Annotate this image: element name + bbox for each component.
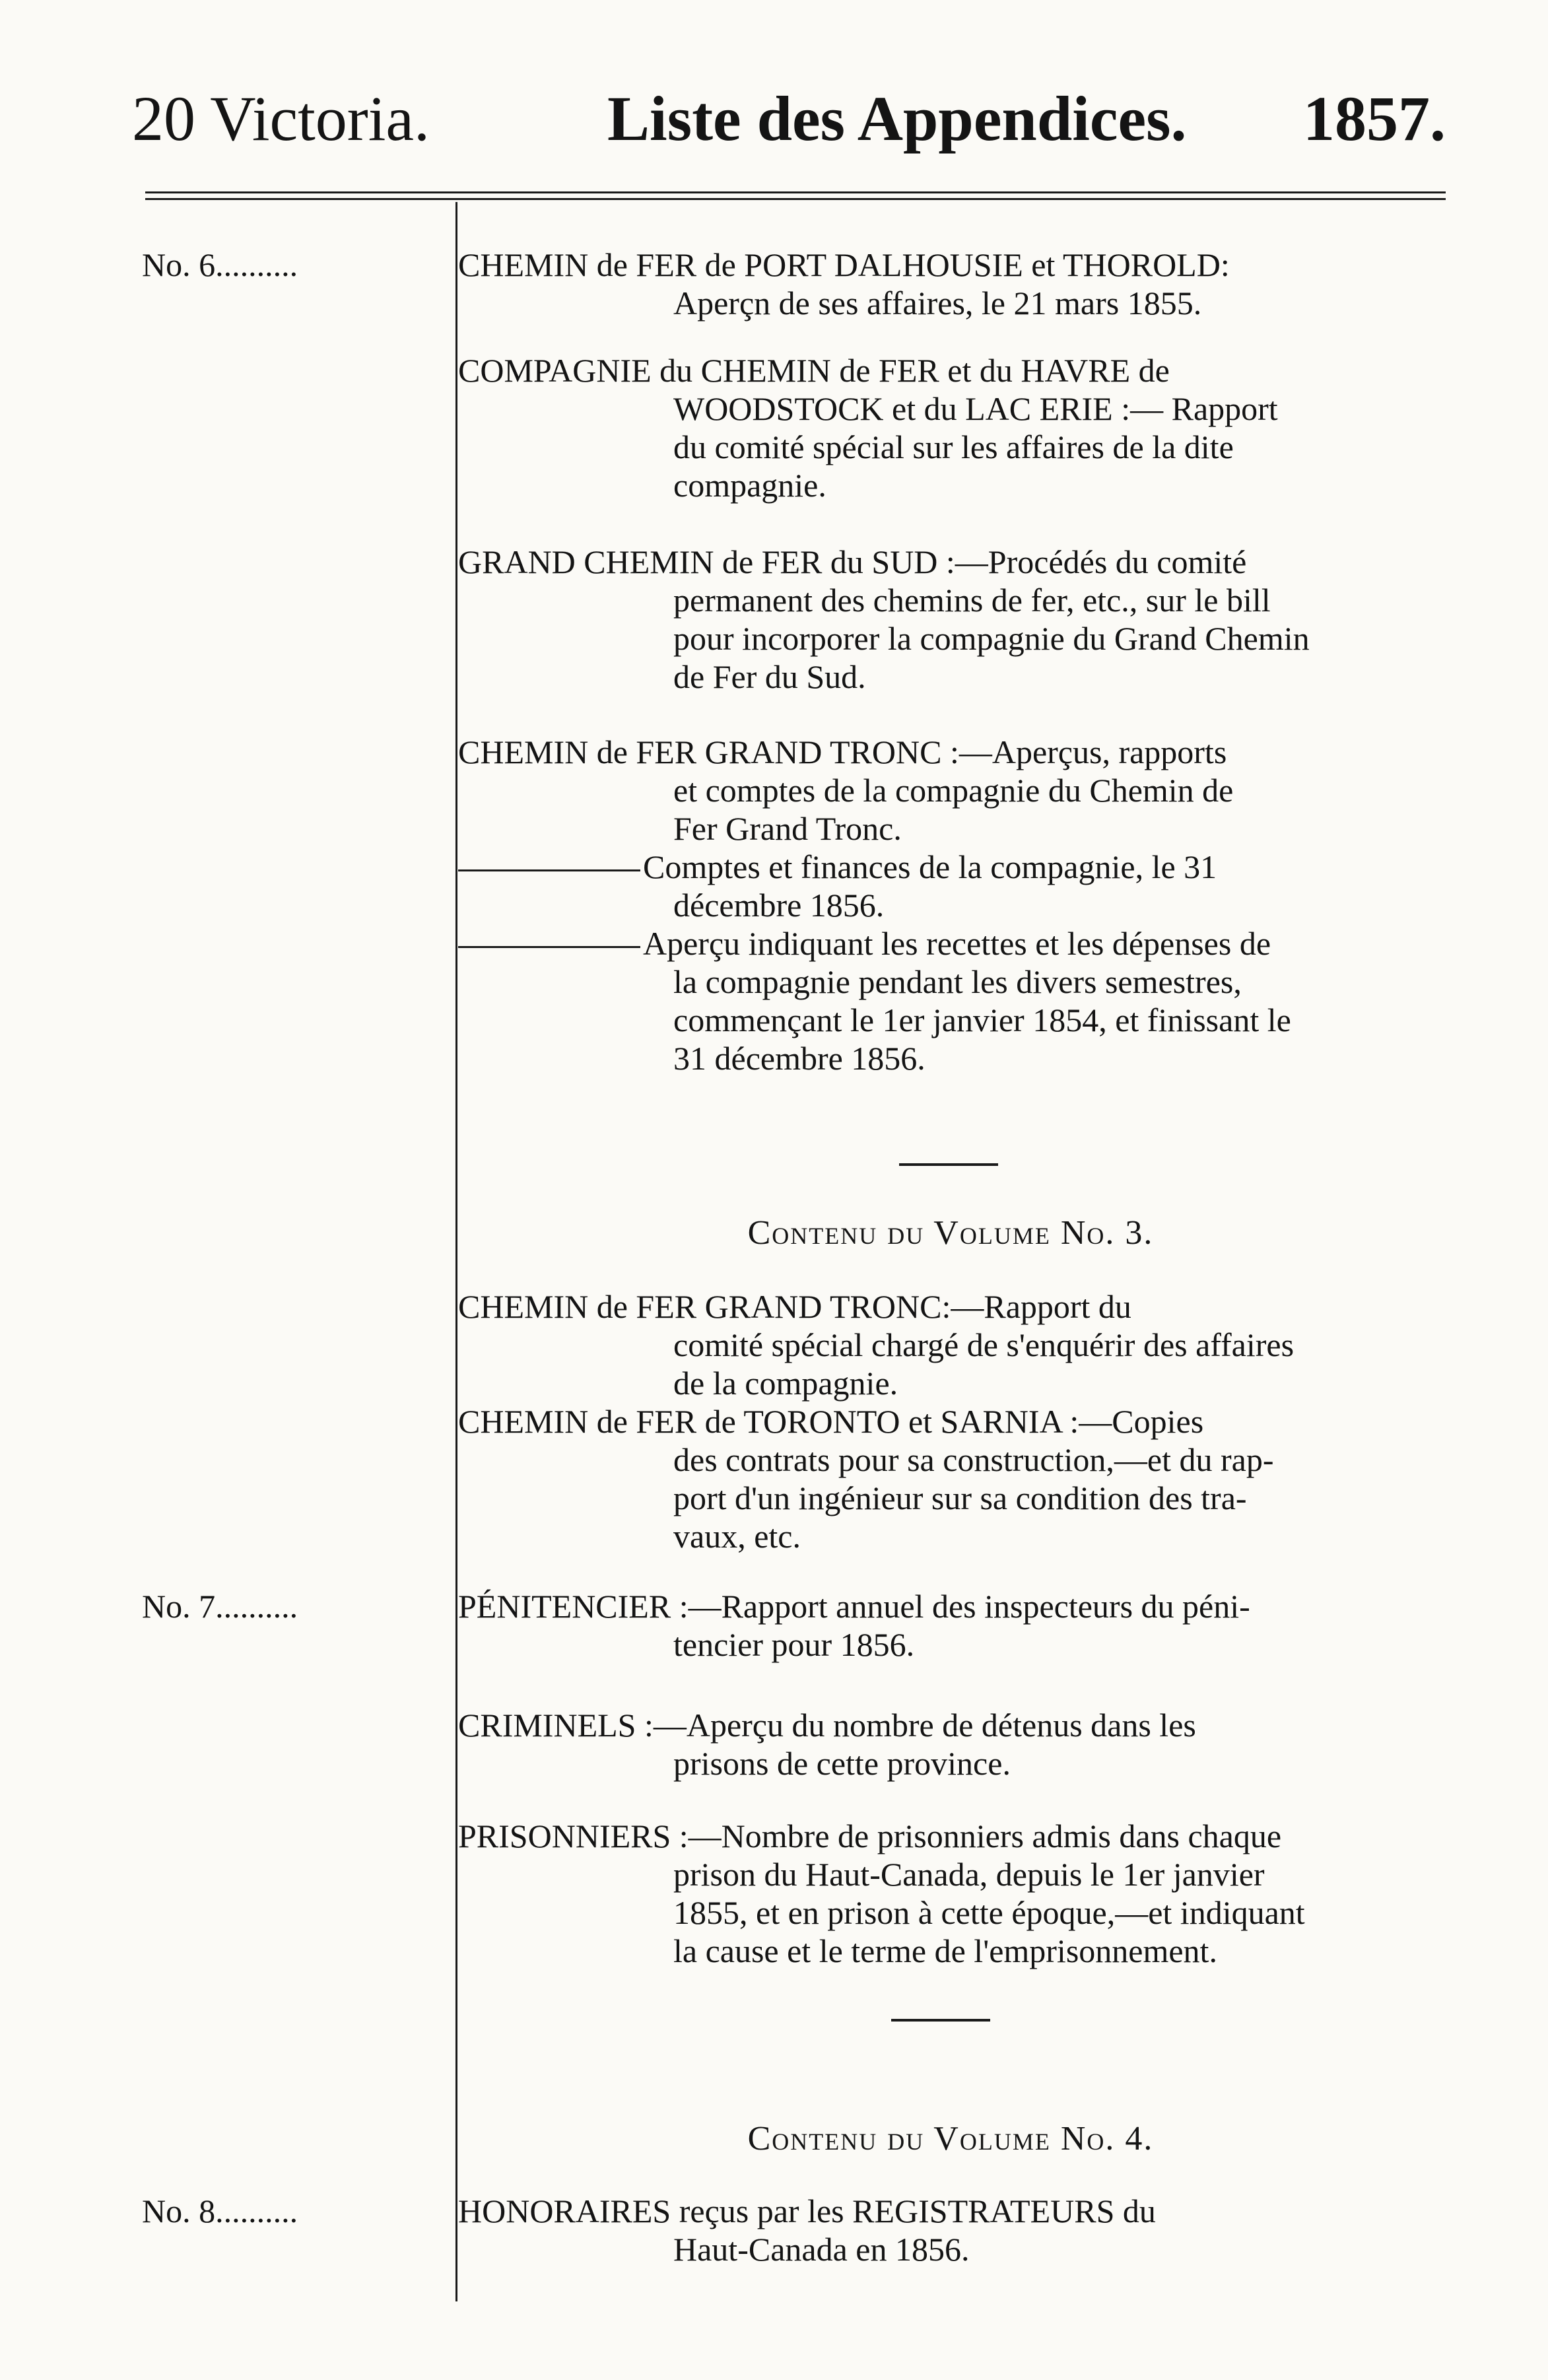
entry-line: décembre 1856. xyxy=(673,887,885,924)
entry-penitencier xyxy=(455,1587,1444,1664)
entry-line: compagnie. xyxy=(673,467,826,504)
entry-line: de Fer du Sud. xyxy=(673,658,866,695)
entry-line: du comité spécial sur les affaires de la dite xyxy=(673,428,1234,465)
entry-line: Aperçu indiquant les recettes et les dépenses de xyxy=(643,925,1271,962)
header-rule xyxy=(145,198,1446,200)
entry-grand-tronc-rapport xyxy=(455,1287,1444,1402)
header-session: 20 Victoria. xyxy=(132,83,430,154)
section-rule xyxy=(891,2019,990,2022)
entry-line: pour incorporer la compagnie du Grand Chemin xyxy=(673,620,1310,657)
header-rule xyxy=(145,191,1446,193)
entry-line: permanent des chemins de fer, etc., sur le bill xyxy=(673,582,1271,619)
entry-line: comité spécial chargé de s'enquérir des affaires xyxy=(673,1326,1295,1363)
entry-line: Haut-Canada en 1856. xyxy=(673,2231,970,2268)
entry-toronto-sarnia xyxy=(455,1402,1444,1555)
entry-line: port d'un ingénieur sur sa condition des tra- xyxy=(673,1479,1247,1516)
ditto-line xyxy=(455,848,1444,886)
entry-line: CHEMIN de FER de TORONTO et SARNIA :—Copies xyxy=(458,1403,1204,1440)
entry-line: PRISONNIERS :—Nombre de prisonniers admis dans chaque xyxy=(458,1818,1282,1854)
entry-criminels xyxy=(455,1706,1444,1783)
entry-line: la compagnie pendant les divers semestres, xyxy=(673,963,1242,1000)
section-heading-volume-3: Contenu du Volume No. 3. xyxy=(747,1214,1154,1252)
entry-line: CRIMINELS :—Aperçu du nombre de détenus dans les xyxy=(458,1707,1196,1744)
entry-grand-tronc xyxy=(455,733,1444,1077)
entry-line: PÉNITENCIER :—Rapport annuel des inspecteurs du péni- xyxy=(458,1588,1250,1625)
entry-line: tencier pour 1856. xyxy=(673,1626,915,1663)
entry-line: HONORAIRES reçus par les REGISTRATEURS du xyxy=(458,2193,1156,2229)
header-title: Liste des Appendices. xyxy=(607,83,1187,154)
section-heading-volume-4: Contenu du Volume No. 4. xyxy=(747,2120,1154,2158)
section-rule xyxy=(899,1163,998,1166)
entry-line: COMPAGNIE du CHEMIN de FER et du HAVRE de xyxy=(458,352,1170,389)
entry-prisonniers xyxy=(455,1817,1444,1970)
entry-grand-chemin-sud xyxy=(455,543,1444,696)
entry-line: GRAND CHEMIN de FER du SUD :—Procédés du comité xyxy=(458,543,1247,580)
entry-woodstock-lac-erie xyxy=(455,351,1444,504)
header-year: 1857. xyxy=(1303,83,1446,154)
appendix-number-6: No. 6.......... xyxy=(142,246,298,283)
entry-line: et comptes de la compagnie du Chemin de xyxy=(673,772,1234,809)
entry-honoraires xyxy=(455,2192,1444,2268)
ditto-dash xyxy=(458,946,640,948)
entry-line: CHEMIN de FER GRAND TRONC:—Rapport du xyxy=(458,1288,1131,1325)
entry-line: Comptes et finances de la compagnie, le 31 xyxy=(643,848,1217,885)
appendix-number-8: No. 8.......... xyxy=(142,2193,298,2229)
entry-line: prisons de cette province. xyxy=(673,1745,1011,1782)
entry-line: WOODSTOCK et du LAC ERIE :— Rapport xyxy=(673,390,1278,427)
entry-line: des contrats pour sa construction,—et du rap- xyxy=(673,1441,1274,1478)
entry-line: CHEMIN de FER de PORT DALHOUSIE et THOROLD: xyxy=(458,246,1230,283)
entry-line: commençant le 1er janvier 1854, et finissant le xyxy=(673,1002,1291,1038)
ditto-line xyxy=(455,924,1444,963)
running-header xyxy=(132,73,1446,165)
ditto-dash xyxy=(458,869,640,871)
entry-line: CHEMIN de FER GRAND TRONC :—Aperçus, rapports xyxy=(458,733,1227,770)
entry-line: 1855, et en prison à cette époque,—et indiquant xyxy=(673,1894,1305,1931)
entry-line: de la compagnie. xyxy=(673,1365,898,1402)
entry-port-dalhousie xyxy=(455,246,1444,322)
entry-line: 31 décembre 1856. xyxy=(673,1040,925,1077)
entry-line: Aperçn de ses affaires, le 21 mars 1855. xyxy=(673,285,1202,322)
appendix-number-7: No. 7.......... xyxy=(142,1588,298,1625)
entry-line: la cause et le terme de l'emprisonnement. xyxy=(673,1932,1217,1969)
entry-line: Fer Grand Tronc. xyxy=(673,810,902,847)
entry-line: prison du Haut-Canada, depuis le 1er janvier xyxy=(673,1856,1265,1893)
entry-line: vaux, etc. xyxy=(673,1518,801,1555)
